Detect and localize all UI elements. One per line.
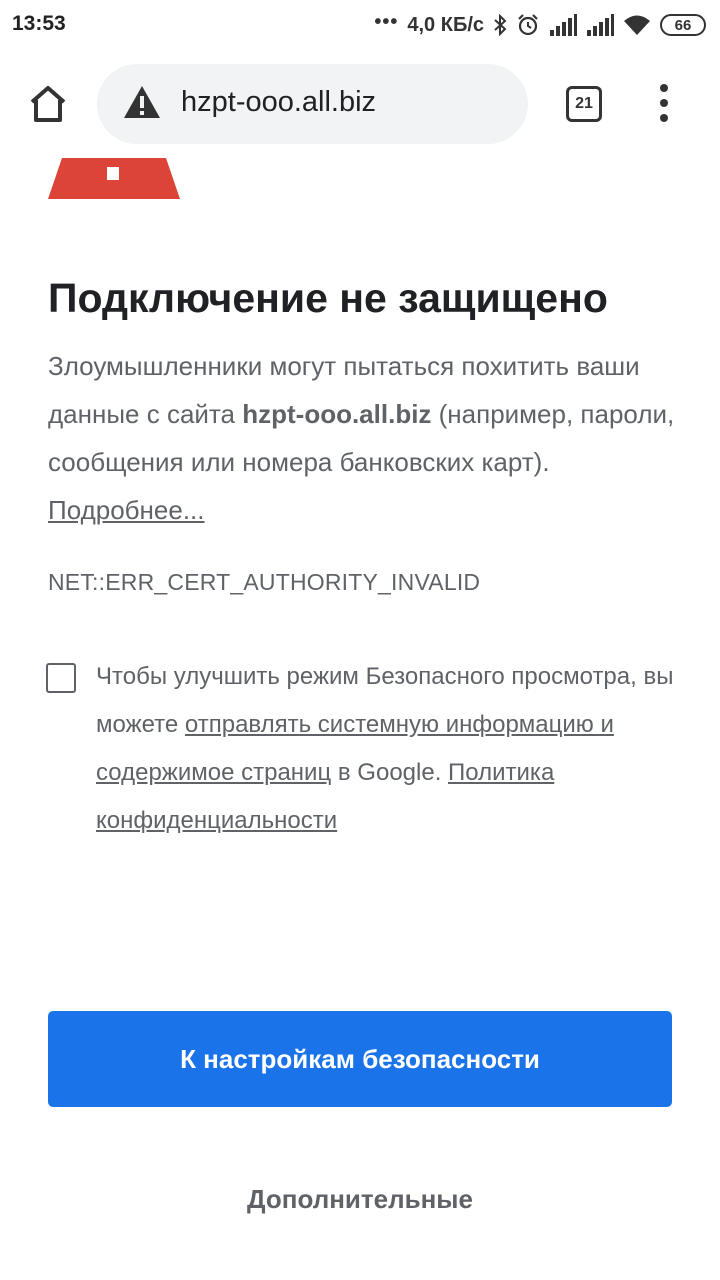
bluetooth-icon [493, 14, 507, 36]
privacy-policy-link[interactable]: Политика конфиденциальности [96, 759, 555, 834]
signal-icon [586, 14, 614, 36]
broken-lock-icon [48, 158, 180, 200]
description-prefix: Злоумышленники могут пытаться похитить ваши данные с сайта [48, 351, 640, 429]
alarm-icon [516, 13, 540, 37]
battery-icon [660, 14, 706, 36]
safe-browsing-checkbox[interactable] [46, 663, 76, 693]
optin-prefix: Чтобы улучшить режим Безопасного просмотра, вы можете [96, 663, 674, 738]
send-info-link[interactable]: отправлять системную информацию и содержимое страниц [96, 711, 614, 786]
network-speed: 4,0 КБ/с [407, 13, 484, 36]
learn-more-link[interactable]: Подробнее... [48, 495, 205, 525]
tab-count: 21 [575, 95, 593, 112]
status-icons [374, 10, 706, 40]
wifi-icon [623, 14, 651, 36]
error-code: NET::ERR_CERT_AUTHORITY_INVALID [48, 569, 481, 595]
advanced-button[interactable]: Дополнительные [247, 1183, 473, 1214]
battery-level: 66 [674, 16, 692, 34]
home-icon[interactable] [24, 80, 72, 128]
more-vert-icon[interactable] [654, 84, 674, 124]
tabs-icon[interactable] [566, 86, 602, 122]
page-title: Подключение не защищено [48, 275, 608, 321]
status-bar [0, 0, 720, 50]
status-time: 13:53 [12, 12, 66, 35]
safe-browsing-optin [96, 653, 696, 845]
notification-dots: ••• [374, 10, 399, 33]
browser-toolbar [0, 50, 720, 160]
back-to-safety-button[interactable]: К настройкам безопасности [48, 1011, 672, 1107]
url-text[interactable]: hzpt-ooo.all.biz [181, 86, 377, 118]
optin-suffix: в Google. [331, 759, 449, 786]
site-name: hzpt-ooo.all.biz [242, 399, 432, 429]
address-bar[interactable] [97, 64, 528, 144]
signal-icon [549, 14, 577, 36]
error-description [48, 342, 678, 534]
warning-icon[interactable] [123, 84, 161, 120]
description-suffix: (например, пароли, сообщения или номера банковских карт). [48, 399, 675, 477]
